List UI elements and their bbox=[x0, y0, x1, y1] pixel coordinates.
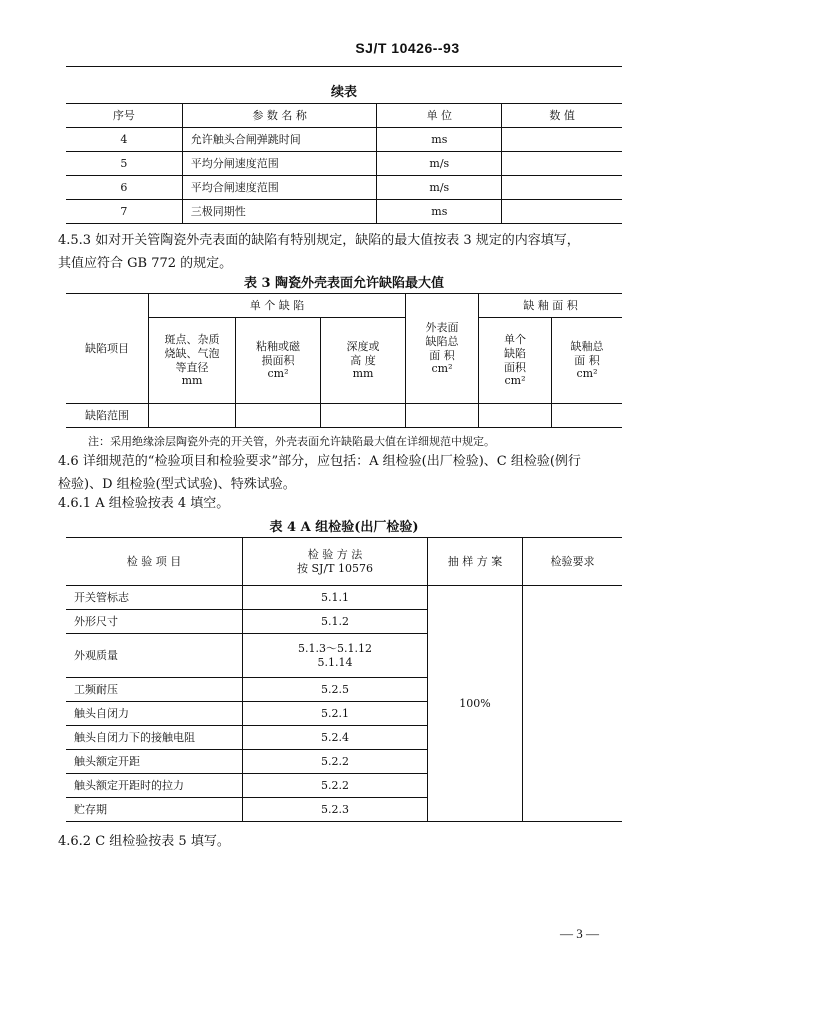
th-unit: 单 位 bbox=[377, 104, 502, 128]
cell-empty bbox=[149, 404, 236, 428]
th-value: 数 值 bbox=[502, 104, 622, 128]
th-missing-glaze: 缺 釉 面 积 bbox=[479, 294, 623, 318]
cell-unit: m/s bbox=[377, 152, 502, 176]
cell-text: 等直径 bbox=[175, 360, 209, 374]
table4-caption: 表 4 A 组检验(出厂检验) bbox=[269, 520, 419, 535]
cell-text: 面 积 bbox=[574, 353, 600, 367]
th-single-area bbox=[479, 318, 552, 404]
cell-value bbox=[502, 176, 622, 200]
th-inspection-method bbox=[243, 538, 428, 586]
th-depth bbox=[321, 318, 406, 404]
cell-text: cm² bbox=[267, 367, 289, 381]
cell-seq: 5 bbox=[66, 152, 182, 176]
page-number: — 3 — bbox=[560, 926, 599, 941]
th-spots bbox=[149, 318, 236, 404]
paragraph-4-5-3 bbox=[58, 229, 628, 275]
cell-value bbox=[502, 200, 622, 224]
cell-text: 缺陷总 bbox=[425, 334, 459, 348]
cell-text: 斑点、杂质 bbox=[164, 333, 220, 346]
th-single-defect: 单 个 缺 陷 bbox=[149, 294, 406, 318]
table3-caption: 表 3 陶瓷外壳表面允许缺陷最大值 bbox=[243, 276, 445, 291]
cell-unit: ms bbox=[377, 200, 502, 224]
th-defect-item: 缺陷项目 bbox=[66, 294, 149, 404]
cell-requirement bbox=[523, 586, 623, 822]
cell-empty bbox=[321, 404, 406, 428]
cell-item: 开关管标志 bbox=[66, 586, 243, 610]
cell-text: cm² bbox=[504, 374, 526, 388]
cell-text: mm bbox=[181, 374, 203, 388]
cell-text: 外表面 bbox=[425, 321, 459, 334]
paragraph-4-6 bbox=[58, 450, 628, 496]
cell-text: 检 验 方 法 bbox=[307, 547, 363, 561]
cell-method: 5.2.4 bbox=[243, 726, 428, 750]
cell-empty bbox=[406, 404, 479, 428]
cell-param: 平均合闸速度范围 bbox=[182, 176, 377, 200]
cell-empty bbox=[552, 404, 623, 428]
cell-text: 5.1.14 bbox=[317, 655, 353, 669]
table-row bbox=[66, 586, 622, 610]
cell-seq: 6 bbox=[66, 176, 182, 200]
cell-item: 外观质量 bbox=[66, 634, 243, 678]
th-glaze-damage bbox=[236, 318, 321, 404]
cell-seq: 7 bbox=[66, 200, 182, 224]
cell-method: 5.1.1 bbox=[243, 586, 428, 610]
cell-method: 5.2.1 bbox=[243, 702, 428, 726]
cell-param: 平均分闸速度范围 bbox=[182, 152, 377, 176]
table3-note: 注：采用绝缘涂层陶瓷外壳的开关管，外壳表面允许缺陷最大值在详细规范中规定。 bbox=[88, 435, 495, 448]
cell-method: 5.2.2 bbox=[243, 750, 428, 774]
cell-range-label: 缺陷范围 bbox=[66, 404, 149, 428]
cell-param: 允许触头合闸弹跳时间 bbox=[182, 128, 377, 152]
th-missing-total bbox=[552, 318, 623, 404]
th-total-surface bbox=[406, 294, 479, 404]
cell-item: 触头自闭力 bbox=[66, 702, 243, 726]
cell-text: 烧缺、气泡 bbox=[164, 346, 220, 360]
continued-parameter-table bbox=[66, 103, 622, 224]
th-sampling-plan: 抽 样 方 案 bbox=[428, 538, 523, 586]
cell-unit: m/s bbox=[377, 176, 502, 200]
cell-empty bbox=[479, 404, 552, 428]
cell-item: 贮存期 bbox=[66, 798, 243, 822]
cell-seq: 4 bbox=[66, 128, 182, 152]
cell-item: 触头自闭力下的接触电阻 bbox=[66, 726, 243, 750]
cell-item: 触头额定开距 bbox=[66, 750, 243, 774]
th-param-name: 参 数 名 称 bbox=[182, 104, 377, 128]
table-row bbox=[66, 176, 622, 200]
cell-text: 粘釉或磁 bbox=[256, 339, 300, 353]
th-seq: 序号 bbox=[66, 104, 182, 128]
table-row bbox=[66, 200, 622, 224]
cell-method: 5.1.2 bbox=[243, 610, 428, 634]
paragraph-4-6-2: 4.6.2 C 组检验按表 5 填写。 bbox=[58, 834, 230, 849]
cell-text: 损面积 bbox=[261, 353, 295, 367]
cell-text: 单个 bbox=[504, 333, 526, 346]
th-inspection-item: 检 验 项 目 bbox=[66, 538, 243, 586]
paragraph-line: 其值应符合 GB 772 的规定。 bbox=[58, 256, 233, 271]
table-row bbox=[66, 152, 622, 176]
cell-method: 5.2.3 bbox=[243, 798, 428, 822]
header-rule bbox=[66, 66, 622, 67]
cell-value bbox=[502, 128, 622, 152]
paragraph-line: 4.5.3 如对开关管陶瓷外壳表面的缺陷有特别规定，缺陷的最大值按表 3 规定的内容填写， bbox=[58, 233, 580, 248]
paragraph-line: 4.6 详细规范的“检验项目和检验要求”部分，应包括：A 组检验(出厂检验)、C 组检验(例行 bbox=[58, 454, 581, 469]
cell-item: 外形尺寸 bbox=[66, 610, 243, 634]
defect-limit-table bbox=[66, 293, 622, 428]
cell-text: 面积 bbox=[504, 360, 526, 374]
cell-text: 缺釉总 bbox=[570, 339, 604, 353]
cell-method: 5.2.2 bbox=[243, 774, 428, 798]
cell-text: 按 SJ/T 10576 bbox=[297, 561, 373, 575]
cell-text: 高 度 bbox=[350, 353, 376, 367]
cell-text: cm² bbox=[431, 362, 453, 376]
cell-text: 面 积 bbox=[429, 348, 455, 362]
cell-method: 5.2.5 bbox=[243, 678, 428, 702]
cell-method bbox=[243, 634, 428, 678]
cell-item: 工频耐压 bbox=[66, 678, 243, 702]
cell-item: 触头额定开距时的拉力 bbox=[66, 774, 243, 798]
cell-text: 深度或 bbox=[346, 339, 380, 353]
paragraph-line: 检验)、D 组检验(型式试验)、特殊试验。 bbox=[58, 477, 296, 492]
paragraph-4-6-1: 4.6.1 A 组检验按表 4 填空。 bbox=[58, 496, 230, 511]
continued-table-caption: 续表 bbox=[330, 85, 357, 100]
cell-text: 缺陷 bbox=[504, 346, 526, 360]
document-code-header: SJ/T 10426--93 bbox=[355, 40, 460, 56]
table-row bbox=[66, 128, 622, 152]
table-row bbox=[66, 404, 622, 428]
cell-unit: ms bbox=[377, 128, 502, 152]
cell-text: 5.1.3～5.1.12 bbox=[298, 641, 372, 655]
cell-text: mm bbox=[352, 367, 374, 381]
cell-param: 三极同期性 bbox=[182, 200, 377, 224]
cell-sampling: 100% bbox=[428, 586, 523, 822]
cell-value bbox=[502, 152, 622, 176]
th-inspection-requirement: 检验要求 bbox=[523, 538, 623, 586]
group-a-inspection-table bbox=[66, 537, 622, 822]
cell-text: cm² bbox=[576, 367, 598, 381]
cell-empty bbox=[236, 404, 321, 428]
